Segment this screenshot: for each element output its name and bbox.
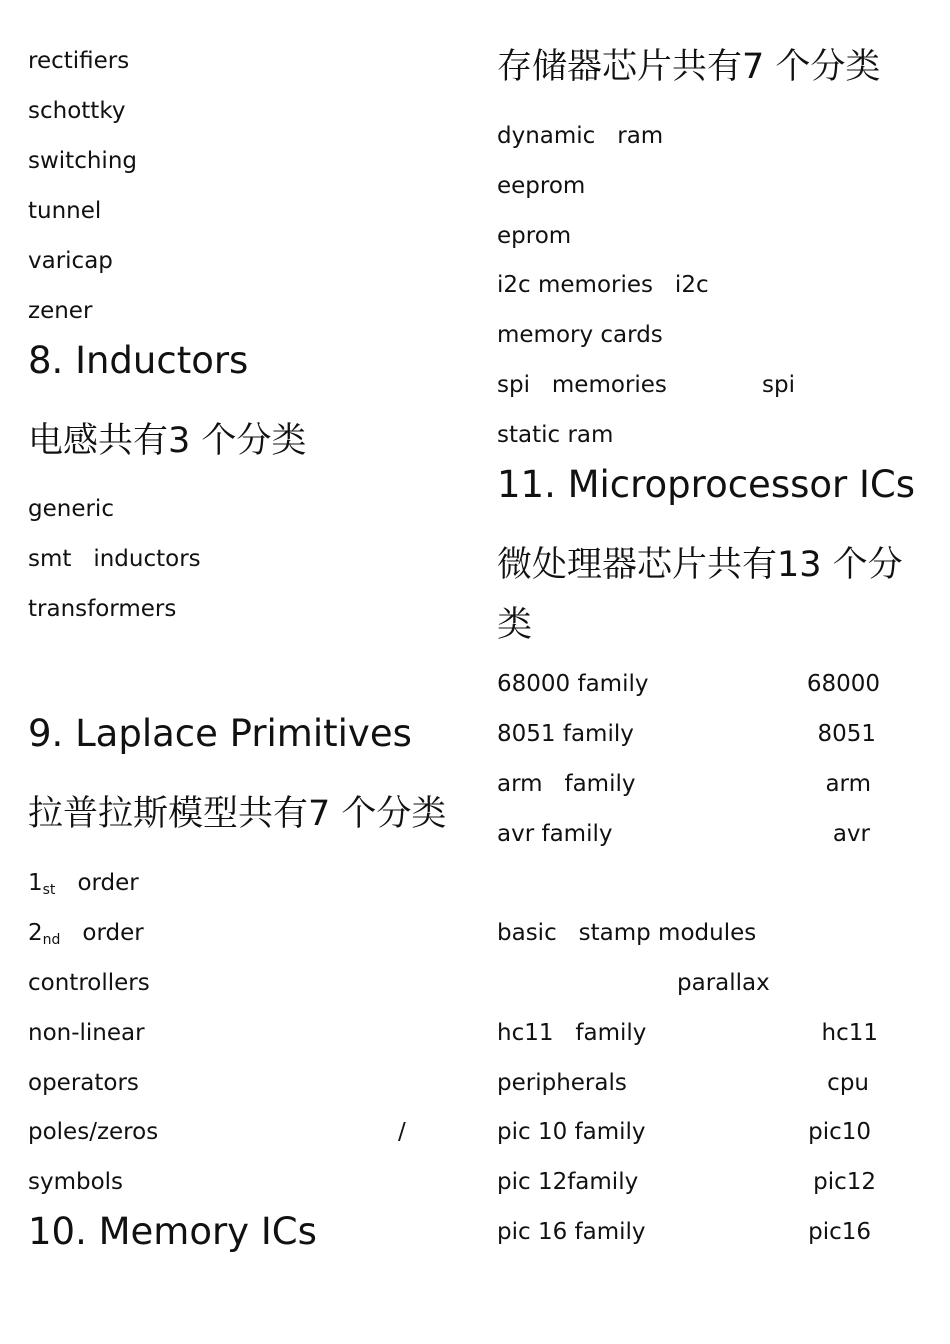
list-item: non-linear (28, 1020, 145, 1046)
list-item: pic 16 family (497, 1219, 646, 1245)
section-heading-inductors: 8. Inductors (28, 339, 249, 382)
section-subheading-inductors: 电感共有3 个分类 (28, 421, 307, 461)
list-item: hc11 family (497, 1020, 647, 1046)
list-item: schottky (28, 98, 126, 124)
order-number: 2 (28, 920, 43, 946)
section-heading-microprocessor: 11. Microprocessor ICs (497, 463, 916, 506)
list-item-second-order (28, 922, 144, 947)
list-item: avr family (497, 821, 613, 847)
list-item: eeprom (497, 173, 586, 199)
list-item-first-order (28, 872, 139, 897)
list-item: static ram (497, 422, 614, 448)
list-item-tag: 68000 (806, 671, 880, 697)
list-item: transformers (28, 596, 177, 622)
order-label: order (82, 920, 144, 946)
section-subheading-microprocessor-cont: 类 (497, 605, 533, 645)
list-item: rectifiers (28, 48, 130, 74)
list-item: peripherals (497, 1070, 627, 1096)
section-subheading-memory: 存储器芯片共有7 个分类 (497, 47, 881, 87)
list-item-tag: spi (762, 372, 795, 398)
list-item: spi memories (497, 372, 667, 398)
list-item-tag: hc11 (821, 1020, 878, 1046)
list-item-tag: avr (832, 821, 870, 847)
list-item: 8051 family (497, 721, 634, 747)
section-heading-memory: 10. Memory ICs (28, 1210, 317, 1253)
list-item: symbols (28, 1169, 124, 1195)
ordinal-suffix: st (42, 882, 56, 898)
list-item: poles/zeros (28, 1119, 159, 1145)
list-item: arm family (497, 771, 636, 797)
list-item: switching (28, 148, 137, 174)
list-item-tag: arm (825, 771, 871, 797)
list-item: dynamic ram (497, 123, 664, 149)
list-item-tag: pic10 (808, 1119, 871, 1145)
list-item-tag: cpu (827, 1070, 869, 1096)
list-item: i2c memories i2c (497, 272, 709, 298)
list-item-tag: pic12 (813, 1169, 876, 1195)
list-item: tunnel (28, 198, 102, 224)
order-label: order (77, 870, 139, 896)
list-item: operators (28, 1070, 139, 1096)
list-item-tag: parallax (677, 970, 770, 996)
list-item: eprom (497, 223, 572, 249)
list-item: zener (28, 298, 93, 324)
list-item: controllers (28, 970, 150, 996)
list-item: smt inductors (28, 546, 201, 572)
list-item: varicap (28, 248, 113, 274)
list-item-tag: pic16 (808, 1219, 871, 1245)
slash-mark: / (398, 1119, 406, 1145)
list-item: basic stamp modules (497, 920, 757, 946)
section-subheading-laplace: 拉普拉斯模型共有7 个分类 (28, 794, 447, 834)
list-item: pic 12family (497, 1169, 639, 1195)
list-item: generic (28, 496, 114, 522)
list-item: 68000 family (497, 671, 649, 697)
list-item: pic 10 family (497, 1119, 646, 1145)
order-number: 1 (28, 870, 43, 896)
ordinal-suffix: nd (42, 932, 61, 948)
section-heading-laplace: 9. Laplace Primitives (28, 712, 412, 755)
list-item-tag: 8051 (817, 721, 876, 747)
list-item: memory cards (497, 322, 663, 348)
section-subheading-microprocessor: 微处理器芯片共有13 个分 (497, 545, 903, 585)
